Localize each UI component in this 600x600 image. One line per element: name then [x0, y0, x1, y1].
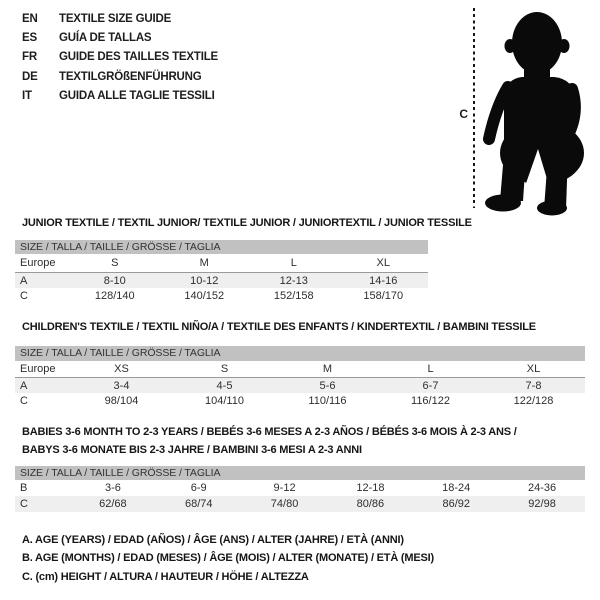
size-cell: M [160, 254, 250, 273]
size-header-bar: SIZE / TALLA / TAILLE / GRÖSSE / TAGLIA [15, 346, 585, 361]
value-cell: 3-4 [70, 378, 173, 394]
value-cell: 68/74 [156, 496, 242, 512]
value-cell: 98/104 [104, 395, 139, 407]
babies-table [15, 480, 585, 512]
row-label: B [20, 482, 28, 494]
row-label: A [15, 273, 70, 289]
value-cell: 10-12 [160, 273, 250, 289]
size-cell: L [249, 254, 339, 273]
height-measure-dashed-line [473, 8, 475, 208]
children-size-table [15, 346, 585, 409]
language-label: GUIDA ALLE TAGLIE TESSILI [59, 89, 215, 102]
value-cell: 86/92 [413, 496, 499, 512]
value-cell: 7-8 [482, 378, 585, 394]
row-label: C [15, 496, 70, 512]
value-cell: 3-6 [104, 482, 121, 494]
size-cell: XS [70, 361, 173, 378]
table-row-europe [15, 361, 585, 378]
value-cell: 62/68 [70, 496, 156, 512]
language-row [22, 29, 218, 48]
value-cell: 18-24 [442, 482, 471, 494]
babies-title-line2: BABYS 3-6 MONATE BIS 2-3 JAHRE / BAMBINI 3-6 MESI A 2-3 ANNI [22, 444, 362, 456]
value-cell: 104/110 [205, 395, 244, 407]
language-label: GUIDE DES TAILLES TEXTILE [59, 51, 218, 64]
size-cell: L [379, 361, 482, 378]
row-label: C [20, 290, 28, 302]
footnotes [22, 531, 434, 586]
table-row-a [15, 378, 585, 394]
height-marker-label: C [459, 107, 468, 121]
size-header-bar: SIZE / TALLA / TAILLE / GRÖSSE / TAGLIA [15, 240, 428, 254]
baby-silhouette-icon [480, 3, 600, 218]
language-label: GUÍA DE TALLAS [59, 32, 152, 45]
junior-size-table [15, 240, 428, 304]
footnote-b: B. AGE (MONTHS) / EDAD (MESES) / ÂGE (MOIS) / ALTER (MONATE) / ETÀ (MESI) [22, 552, 434, 565]
language-row [22, 68, 218, 87]
language-row [22, 10, 218, 29]
value-cell: 92/98 [499, 496, 585, 512]
language-code: IT [22, 89, 32, 102]
table-row-c [15, 393, 585, 409]
language-label: TEXTILE SIZE GUIDE [59, 13, 172, 25]
value-cell: 122/128 [513, 395, 554, 407]
value-cell: 14-16 [339, 273, 429, 289]
row-label: Europe [15, 254, 70, 273]
size-cell: M [276, 361, 379, 378]
value-cell: 5-6 [276, 378, 379, 394]
size-header-bar: SIZE / TALLA / TAILLE / GRÖSSE / TAGLIA [15, 466, 585, 480]
row-label: A [15, 378, 70, 394]
footnote-a: A. AGE (YEARS) / EDAD (AÑOS) / ÂGE (ANS) / ALTER (JAHRE) / ETÀ (ANNI) [22, 534, 404, 546]
value-cell: 140/152 [184, 290, 225, 302]
children-table [15, 361, 585, 409]
value-cell: 116/122 [411, 395, 450, 407]
value-cell: 152/158 [273, 290, 314, 302]
value-cell: 6-9 [190, 482, 207, 494]
value-cell: 12-13 [249, 273, 339, 289]
language-code: ES [22, 32, 37, 45]
junior-table [15, 254, 428, 304]
children-section-title: CHILDREN'S TEXTILE / TEXTIL NIÑO/A / TEXTILE DES ENFANTS / KINDERTEXTIL / BAMBINI TESSILE [22, 321, 536, 333]
row-label: C [20, 395, 28, 407]
language-code: DE [22, 70, 38, 83]
row-label: Europe [15, 361, 70, 378]
value-cell: 24-36 [528, 482, 557, 494]
language-row [22, 48, 218, 67]
value-cell: 9-12 [273, 482, 296, 494]
table-row-c [15, 496, 585, 512]
language-label: TEXTILGRÖßENFÜHRUNG [59, 70, 202, 83]
footnote-c: C. (cm) HEIGHT / ALTURA / HAUTEUR / HÖHE / ALTEZZA [22, 570, 309, 583]
table-row-a [15, 273, 428, 289]
size-cell: XL [482, 361, 585, 378]
junior-section-title: JUNIOR TEXTILE / TEXTIL JUNIOR/ TEXTILE JUNIOR / JUNIORTEXTIL / JUNIOR TESSILE [22, 217, 472, 229]
babies-size-table [15, 466, 585, 512]
value-cell: 158/170 [363, 290, 404, 302]
value-cell: 12-18 [356, 482, 385, 494]
value-cell: 74/80 [242, 496, 328, 512]
size-cell: S [173, 361, 276, 378]
babies-section-title [22, 423, 517, 459]
table-row-b [15, 480, 585, 496]
value-cell: 128/140 [94, 290, 135, 302]
size-cell: XL [339, 254, 429, 273]
value-cell: 4-5 [173, 378, 276, 394]
value-cell: 6-7 [379, 378, 482, 394]
size-cell: S [70, 254, 160, 273]
language-list [22, 10, 218, 106]
language-code: EN [22, 13, 38, 25]
value-cell: 110/116 [308, 395, 347, 407]
babies-title-line1: BABIES 3-6 MONTH TO 2-3 YEARS / BEBÉS 3-6 MESES A 2-3 AÑOS / BÉBÉS 3-6 MOIS À 2-3 ANS / [22, 426, 517, 438]
value-cell: 8-10 [70, 273, 160, 289]
table-row-c [15, 288, 428, 304]
language-code: FR [22, 51, 37, 64]
table-row-europe [15, 254, 428, 273]
language-row [22, 87, 218, 106]
value-cell: 80/86 [327, 496, 413, 512]
